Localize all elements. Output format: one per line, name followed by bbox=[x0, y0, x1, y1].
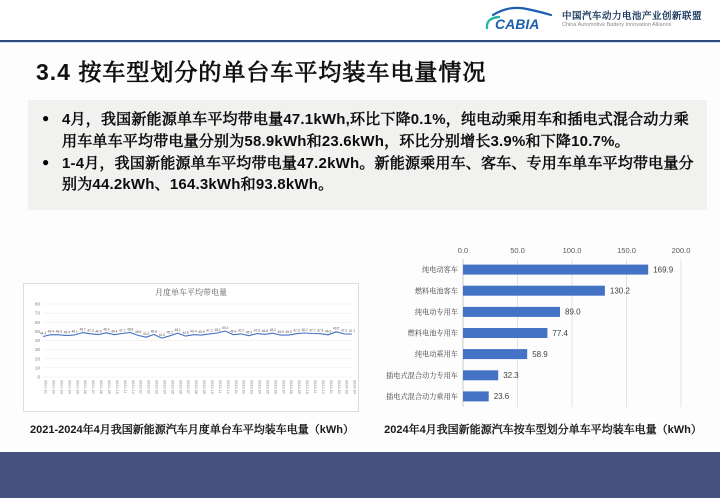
svg-text:2022-03: 2022-03 bbox=[154, 380, 159, 394]
svg-text:2023-06: 2023-06 bbox=[273, 380, 278, 394]
svg-text:2022-02: 2022-02 bbox=[146, 380, 151, 394]
summary-bullet-2: ● 1-4月，我国新能源单车平均带电量47.2kWh。新能源乘用车、客车、专用车单车平均带电量分别为44.2kWh、164.3kWh和93.8kWh。 bbox=[42, 153, 697, 197]
svg-text:48.4: 48.4 bbox=[103, 327, 110, 332]
svg-text:46.5: 46.5 bbox=[95, 329, 102, 334]
right-chart-caption: 2024年4月我国新能源汽车按车型划分单车平均装车电量（kWh） bbox=[384, 424, 702, 436]
svg-text:0: 0 bbox=[37, 374, 40, 380]
header bbox=[0, 0, 720, 40]
svg-text:60: 60 bbox=[34, 319, 40, 325]
svg-text:2021-10: 2021-10 bbox=[114, 380, 119, 394]
svg-text:2022-12: 2022-12 bbox=[225, 380, 230, 394]
svg-text:2023-01: 2023-01 bbox=[233, 380, 238, 394]
footer-bar bbox=[0, 452, 720, 498]
svg-text:2022-10: 2022-10 bbox=[210, 380, 214, 394]
svg-text:46.8: 46.8 bbox=[261, 329, 268, 334]
svg-text:32.3: 32.3 bbox=[503, 371, 519, 381]
svg-text:47.1: 47.1 bbox=[348, 328, 356, 333]
svg-text:80: 80 bbox=[34, 301, 40, 307]
svg-text:77.4: 77.4 bbox=[552, 328, 568, 338]
svg-text:46.1: 46.1 bbox=[71, 329, 78, 334]
svg-text:47.2: 47.2 bbox=[206, 328, 213, 333]
svg-text:46.4: 46.4 bbox=[111, 329, 118, 334]
svg-text:2023-09: 2023-09 bbox=[297, 380, 302, 394]
org-name-cn: 中国汽车动力电池产业创新联盟 bbox=[561, 11, 702, 22]
svg-text:47.7: 47.7 bbox=[309, 328, 316, 333]
svg-text:2023-11: 2023-11 bbox=[313, 380, 317, 394]
svg-text:2024-02: 2024-02 bbox=[336, 380, 341, 394]
svg-text:48.2: 48.2 bbox=[214, 327, 221, 332]
svg-text:2021-08: 2021-08 bbox=[99, 380, 104, 394]
svg-text:46.4: 46.4 bbox=[230, 329, 237, 334]
svg-text:45.9: 45.9 bbox=[277, 329, 284, 334]
svg-text:46.3: 46.3 bbox=[325, 329, 332, 334]
svg-text:2021-01: 2021-01 bbox=[43, 380, 48, 394]
monthly-line-chart-svg bbox=[24, 284, 358, 411]
svg-text:CABIA: CABIA bbox=[494, 16, 540, 32]
summary-bullet-1: ● 4月，我国新能源单车平均带电量47.1kWh,环比下降0.1%，纯电动乘用车和插电式混合动力乘用车单车平均带电量分别为58.9kWh和23.6kWh，环比分别增长3.9%和下降10.7%。 bbox=[42, 109, 697, 153]
svg-text:2022-06: 2022-06 bbox=[178, 380, 183, 394]
svg-text:30: 30 bbox=[34, 347, 40, 353]
monthly-line-chart bbox=[23, 283, 359, 412]
svg-text:0.0: 0.0 bbox=[457, 246, 469, 255]
bytype-bar-chart bbox=[385, 243, 707, 411]
svg-text:10: 10 bbox=[34, 365, 40, 371]
svg-text:燃料电池客车: 燃料电池客车 bbox=[414, 286, 458, 296]
svg-text:2021-11: 2021-11 bbox=[122, 380, 127, 394]
svg-text:纯电动客车: 纯电动客车 bbox=[422, 265, 458, 275]
svg-text:2022-07: 2022-07 bbox=[186, 380, 191, 394]
svg-text:插电式混合动力乘用车: 插电式混合动力乘用车 bbox=[386, 392, 458, 401]
svg-text:纯电动乘用车: 纯电动乘用车 bbox=[414, 349, 458, 359]
svg-text:2022-01: 2022-01 bbox=[138, 380, 143, 394]
svg-text:45.6: 45.6 bbox=[134, 330, 142, 335]
svg-text:89.0: 89.0 bbox=[565, 307, 581, 317]
svg-text:47.2: 47.2 bbox=[340, 328, 348, 333]
svg-text:46.4: 46.4 bbox=[190, 329, 197, 334]
svg-text:2021-06: 2021-06 bbox=[83, 380, 88, 394]
logo-text bbox=[562, 11, 702, 29]
svg-text:47.2: 47.2 bbox=[237, 328, 245, 333]
svg-text:2021-12: 2021-12 bbox=[130, 380, 135, 394]
svg-text:44.4: 44.4 bbox=[39, 331, 47, 336]
svg-text:2022-08: 2022-08 bbox=[194, 380, 199, 394]
svg-text:46.6: 46.6 bbox=[150, 329, 158, 334]
svg-text:50: 50 bbox=[34, 328, 40, 334]
svg-text:2023-03: 2023-03 bbox=[249, 380, 254, 394]
svg-text:200.0: 200.0 bbox=[671, 246, 691, 255]
svg-text:45.9: 45.9 bbox=[198, 329, 205, 334]
svg-text:20: 20 bbox=[34, 356, 40, 362]
cabia-logo bbox=[483, 6, 702, 34]
svg-text:47.7: 47.7 bbox=[119, 328, 126, 333]
svg-text:23.6: 23.6 bbox=[493, 392, 510, 402]
svg-text:45.4: 45.4 bbox=[63, 330, 70, 335]
svg-text:2023-08: 2023-08 bbox=[289, 380, 294, 394]
svg-text:2023-12: 2023-12 bbox=[320, 380, 325, 394]
svg-text:48.8: 48.8 bbox=[127, 327, 134, 332]
svg-text:49.5: 49.5 bbox=[333, 326, 340, 331]
svg-text:48.0: 48.0 bbox=[269, 328, 276, 332]
svg-text:燃料电池专用车: 燃料电池专用车 bbox=[407, 328, 458, 338]
svg-text:纯电动专用车: 纯电动专用车 bbox=[414, 307, 458, 317]
svg-text:2021-07: 2021-07 bbox=[91, 380, 96, 394]
left-chart-caption: 2021-2024年4月我国新能源汽车月度单台车平均装车电量（kWh） bbox=[30, 424, 354, 436]
svg-text:130.2: 130.2 bbox=[609, 286, 630, 296]
svg-text:48.2: 48.2 bbox=[301, 327, 308, 332]
svg-text:45.9: 45.9 bbox=[285, 329, 292, 334]
svg-text:46.4: 46.4 bbox=[47, 329, 55, 334]
svg-text:2022-04: 2022-04 bbox=[162, 380, 167, 394]
svg-text:2021-09: 2021-09 bbox=[107, 380, 111, 394]
org-name-en: China Automotive Battery Innovation Alliance bbox=[561, 22, 672, 29]
svg-text:2021-04: 2021-04 bbox=[67, 380, 72, 394]
cabia-logo-icon bbox=[483, 6, 555, 34]
svg-text:100.0: 100.0 bbox=[562, 246, 582, 255]
svg-text:44.8: 44.8 bbox=[182, 330, 189, 335]
svg-text:50.4: 50.4 bbox=[222, 325, 229, 330]
svg-text:月度单车平均带电量: 月度单车平均带电量 bbox=[155, 288, 227, 297]
svg-text:2024-01: 2024-01 bbox=[328, 380, 333, 394]
svg-text:2022-05: 2022-05 bbox=[170, 380, 175, 394]
svg-text:2021-02: 2021-02 bbox=[51, 380, 56, 394]
svg-text:48.1: 48.1 bbox=[174, 327, 181, 332]
svg-text:2024-03: 2024-03 bbox=[344, 380, 349, 394]
svg-text:2022-11: 2022-11 bbox=[217, 380, 222, 394]
page-title: 3.4 按车型划分的单台车平均装车电量情况 bbox=[36, 59, 487, 85]
svg-text:70: 70 bbox=[34, 310, 40, 316]
svg-text:42.6: 42.6 bbox=[158, 332, 165, 337]
svg-text:169.9: 169.9 bbox=[653, 265, 674, 275]
svg-text:2023-07: 2023-07 bbox=[281, 380, 286, 394]
svg-text:46.3: 46.3 bbox=[55, 329, 62, 334]
svg-text:45.2: 45.2 bbox=[166, 330, 173, 335]
svg-text:47.3: 47.3 bbox=[87, 328, 94, 333]
svg-text:2023-02: 2023-02 bbox=[241, 380, 246, 394]
svg-text:2023-05: 2023-05 bbox=[265, 380, 270, 394]
summary-box bbox=[28, 100, 707, 210]
svg-text:2023-10: 2023-10 bbox=[305, 380, 310, 394]
svg-text:2021-03: 2021-03 bbox=[59, 380, 64, 394]
svg-text:50.0: 50.0 bbox=[510, 246, 525, 255]
svg-text:2023-04: 2023-04 bbox=[257, 380, 262, 394]
svg-text:40: 40 bbox=[34, 338, 40, 344]
bytype-bar-chart-svg bbox=[385, 243, 707, 411]
svg-text:43.6: 43.6 bbox=[142, 332, 150, 336]
svg-text:47.6: 47.6 bbox=[253, 328, 261, 333]
svg-text:插电式混合动力专用车: 插电式混合动力专用车 bbox=[386, 370, 458, 380]
svg-text:48.7: 48.7 bbox=[79, 327, 86, 332]
svg-text:150.0: 150.0 bbox=[617, 246, 636, 255]
svg-text:45.3: 45.3 bbox=[245, 330, 253, 335]
svg-text:2022-09: 2022-09 bbox=[202, 380, 207, 394]
svg-text:2024-04: 2024-04 bbox=[352, 380, 357, 394]
svg-text:47.4: 47.4 bbox=[317, 328, 324, 333]
svg-text:2021-05: 2021-05 bbox=[75, 380, 80, 394]
header-divider bbox=[0, 40, 720, 43]
svg-text:47.5: 47.5 bbox=[293, 328, 300, 333]
svg-text:58.9: 58.9 bbox=[532, 349, 548, 359]
